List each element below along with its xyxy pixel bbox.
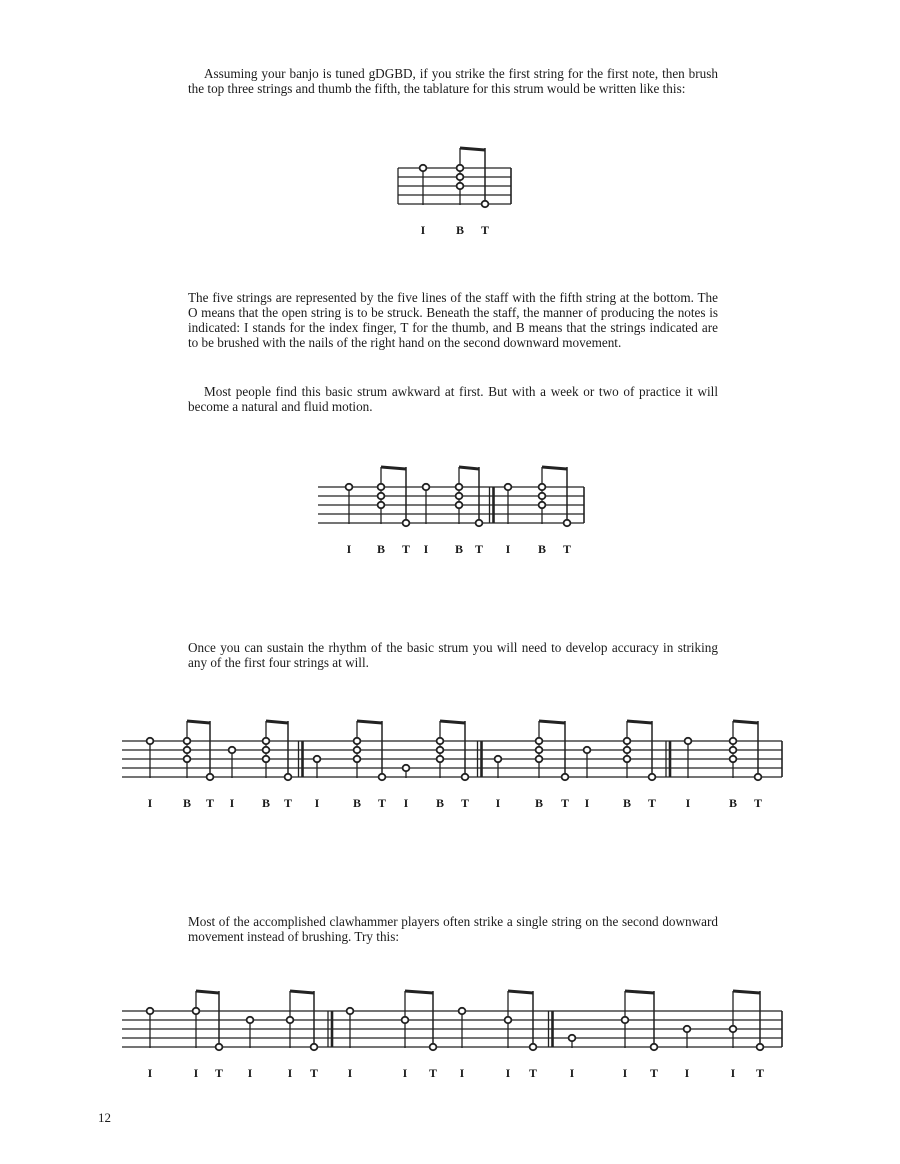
beam <box>405 991 433 993</box>
open-string-note <box>247 1017 254 1023</box>
finger-label: I <box>505 542 511 556</box>
open-string-note <box>757 1044 764 1050</box>
finger-label: I <box>287 1066 293 1080</box>
finger-label: T <box>562 542 572 556</box>
finger-label: I <box>584 796 590 810</box>
finger-label: I <box>684 1066 690 1080</box>
finger-label: T <box>377 796 387 810</box>
finger-label: I <box>229 796 235 810</box>
finger-label: I <box>314 796 320 810</box>
practice-text: Most people find this basic strum awkward at first. But with a week or two of practice it will become a natural and fluid motion. <box>188 384 718 414</box>
finger-label: I <box>147 796 153 810</box>
open-string-note <box>193 1008 200 1014</box>
finger-label: T <box>474 542 484 556</box>
open-string-note <box>402 1017 409 1023</box>
finger-label: B <box>376 542 386 556</box>
finger-label: T <box>649 1066 659 1080</box>
finger-label: I <box>423 542 429 556</box>
finger-label: T <box>753 796 763 810</box>
finger-label: T <box>528 1066 538 1080</box>
finger-label: T <box>205 796 215 810</box>
finger-label: B <box>182 796 192 810</box>
finger-label: B <box>352 796 362 810</box>
finger-label: B <box>454 542 464 556</box>
open-string-note <box>530 1044 537 1050</box>
finger-label: I <box>247 1066 253 1080</box>
finger-label: T <box>460 796 470 810</box>
finger-label: I <box>730 1066 736 1080</box>
open-string-note <box>287 1017 294 1023</box>
finger-label: I <box>495 796 501 810</box>
finger-label: I <box>193 1066 199 1080</box>
open-string-note <box>459 1008 466 1014</box>
open-string-note <box>569 1035 576 1041</box>
finger-label: I <box>347 1066 353 1080</box>
finger-label: I <box>346 542 352 556</box>
finger-label: I <box>569 1066 575 1080</box>
finger-label: B <box>534 796 544 810</box>
finger-label: I <box>685 796 691 810</box>
open-string-note <box>730 1026 737 1032</box>
page-number: 12 <box>98 1110 111 1125</box>
open-string-note <box>347 1008 354 1014</box>
finger-label: B <box>455 223 465 237</box>
finger-label: B <box>435 796 445 810</box>
finger-label: B <box>537 542 547 556</box>
open-string-note <box>311 1044 318 1050</box>
open-string-note <box>147 1008 154 1014</box>
single-string-paragraph: Most of the accomplished clawhammer players often strike a single string on the second downward movement instead of brushing. Try this: <box>188 914 718 944</box>
beam <box>196 991 219 993</box>
open-string-note <box>684 1026 691 1032</box>
finger-label: I <box>402 1066 408 1080</box>
finger-label: T <box>283 796 293 810</box>
beam <box>733 991 760 993</box>
open-string-note <box>430 1044 437 1050</box>
finger-label: T <box>560 796 570 810</box>
beam <box>625 991 654 993</box>
explanation-paragraph: The five strings are represented by the five lines of the staff with the fifth string at the bottom. The O means that the open string is to be struck. Beneath the staff, the manner of producing the notes is indicated: I stands for the index finger, T for the thumb, and B means that the strings indicated are to be brushed with the nails of the right hand on the second downward movement. <box>188 290 718 350</box>
beam <box>290 991 314 993</box>
finger-label: B <box>261 796 271 810</box>
finger-label: I <box>505 1066 511 1080</box>
beam <box>508 991 533 993</box>
finger-label: I <box>622 1066 628 1080</box>
open-string-note <box>216 1044 223 1050</box>
finger-label: T <box>401 542 411 556</box>
open-string-note <box>622 1017 629 1023</box>
finger-label: T <box>647 796 657 810</box>
finger-label: T <box>214 1066 224 1080</box>
open-string-note <box>651 1044 658 1050</box>
finger-label: B <box>622 796 632 810</box>
finger-label: T <box>309 1066 319 1080</box>
accuracy-paragraph: Once you can sustain the rhythm of the basic strum you will need to develop accuracy in striking any of the first four strings at will. <box>188 640 718 670</box>
finger-label: I <box>403 796 409 810</box>
finger-label: I <box>147 1066 153 1080</box>
finger-label: T <box>480 223 490 237</box>
finger-label: B <box>728 796 738 810</box>
open-string-note <box>505 1017 512 1023</box>
finger-label: T <box>755 1066 765 1080</box>
finger-label: I <box>459 1066 465 1080</box>
finger-label: T <box>428 1066 438 1080</box>
intro-text: Assuming your banjo is tuned gDGBD, if you strike the first string for the first note, then brush the top three strings and thumb the fifth, the tablature for this strum would be written like this: <box>188 66 718 96</box>
finger-label: I <box>420 223 426 237</box>
